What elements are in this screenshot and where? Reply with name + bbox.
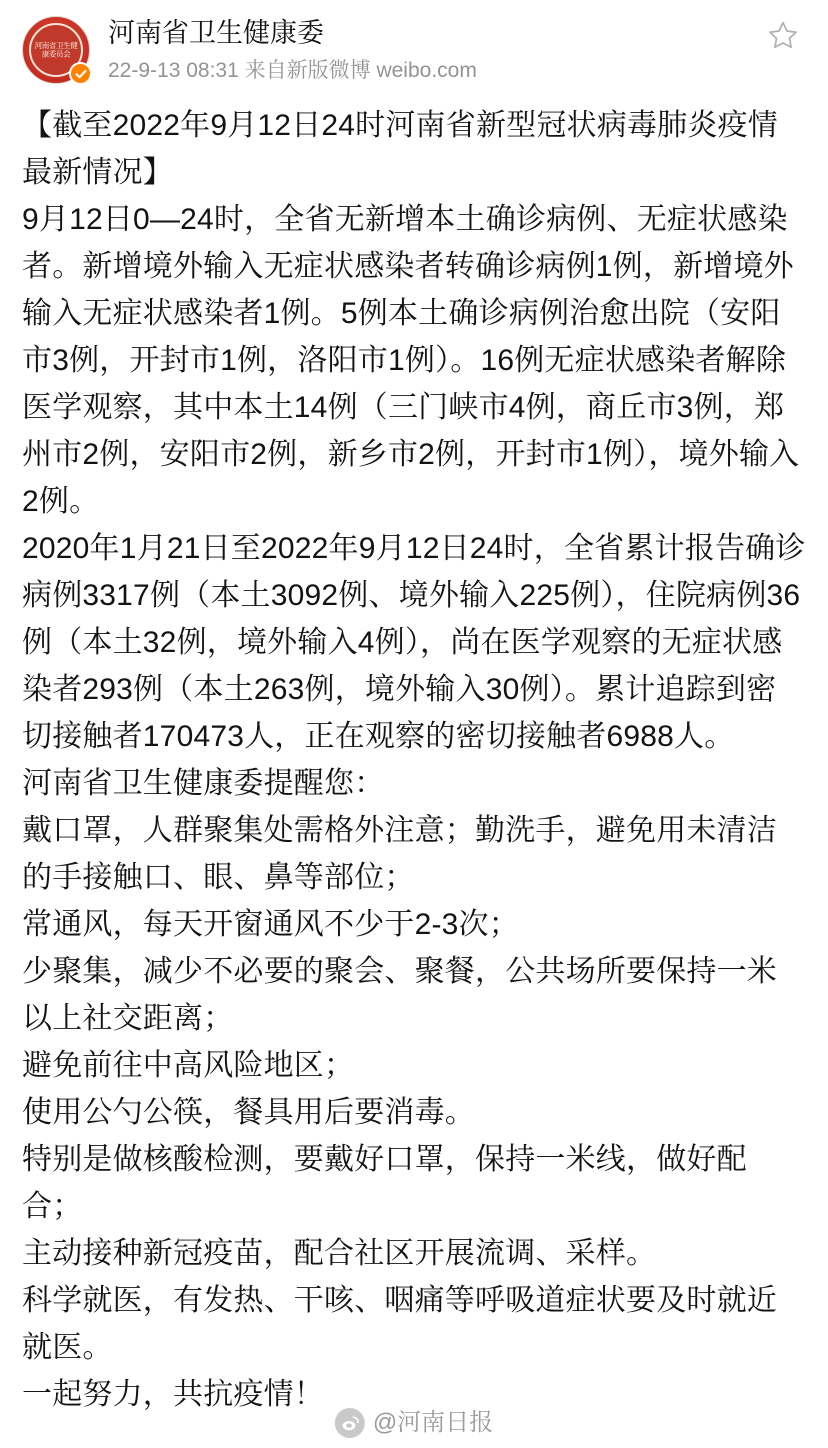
post-paragraph: 9月12日0—24时，全省无新增本土确诊病例、无症状感染者。新增境外输入无症状感染者转确诊病例1例，新增境外输入无症状感染者1例。5例本土确诊病例治愈出院（安阳市3例，开封市1例，洛阳市1例）。16例无症状感染者解除医学观察，其中本土14例（三门峡市4例，商丘市3例，郑州市2例，安阳市2例，新乡市2例，开封市1例），境外输入2例。 (22, 203, 800, 518)
post-content (0, 90, 828, 1418)
post-header (0, 0, 828, 90)
post-paragraph: 2020年1月21日至2022年9月12日24时，全省累计报告确诊病例3317例（本土3092例、境外输入225例），住院病例36例（本土32例，境外输入4例），尚在医学观察的无症状感染者293例（本土263例，境外输入30例）。累计追踪到密切接触者170473人，正在观察的密切接触者6988人。 (22, 532, 806, 753)
post-paragraph: 科学就医，有发热、干咳、咽痛等呼吸道症状要及时就近就医。 (22, 1284, 777, 1364)
account-name[interactable]: 河南省卫生健康委 (108, 18, 324, 48)
post-paragraph: 少聚集，减少不必要的聚会、聚餐，公共场所要保持一米以上社交距离； (22, 955, 777, 1035)
verified-check-icon (69, 62, 92, 85)
post-timestamp: 22-9-13 08:31 (108, 59, 239, 82)
post-paragraph: 主动接种新冠疫苗，配合社区开展流调、采样。 (22, 1237, 657, 1270)
avatar-emblem-text: 河南省卫生健康委员会 (34, 41, 78, 59)
avatar[interactable] (22, 16, 90, 84)
post-paragraph: 避免前往中高风险地区； (22, 1049, 355, 1082)
post-paragraph: 戴口罩，人群聚集处需格外注意；勤洗手，避免用未清洁的手接触口、眼、鼻等部位； (22, 814, 777, 894)
post-meta (108, 57, 806, 84)
weibo-logo-icon (335, 1408, 365, 1438)
post-paragraph: 一起努力，共抗疫情！ (22, 1378, 324, 1411)
post-paragraph: 使用公勺公筷，餐具用后要消毒。 (22, 1096, 475, 1129)
post-paragraph: 河南省卫生健康委提醒您： (22, 767, 385, 800)
post-paragraph: 常通风，每天开窗通风不少于2-3次； (22, 908, 519, 941)
post-paragraph: 特别是做核酸检测，要戴好口罩，保持一米线，做好配合； (22, 1143, 747, 1223)
watermark (335, 1408, 493, 1438)
watermark-label: @河南日报 (372, 1409, 494, 1436)
star-outline-icon[interactable] (766, 18, 800, 52)
post-paragraph-title: 【截至2022年9月12日24时河南省新型冠状病毒肺炎疫情最新情况】 (22, 109, 778, 189)
post-header-text (108, 14, 806, 84)
post-source[interactable]: 来自新版微博 weibo.com (244, 59, 477, 82)
